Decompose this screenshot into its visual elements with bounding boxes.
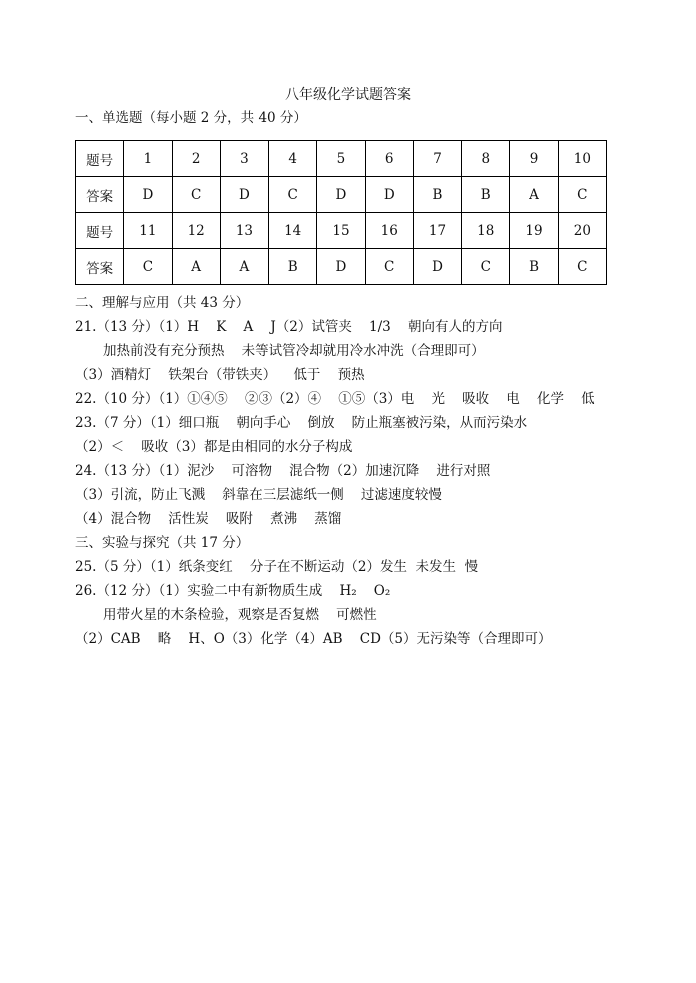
table-cell: 5 <box>317 141 365 177</box>
table-cell: 19 <box>510 213 558 249</box>
table-cell: 12 <box>172 213 220 249</box>
table-cell: 8 <box>462 141 510 177</box>
answer-line: 加热前没有充分预热 未等试管冷却就用冷水冲洗（合理即可） <box>103 343 485 359</box>
table-cell: D <box>317 177 365 213</box>
answer-line: 26.（12 分）（1）实验二中有新物质生成 H₂ O₂ <box>75 583 391 599</box>
table-cell: C <box>124 249 172 285</box>
table-row <box>76 213 607 249</box>
table-cell: 13 <box>220 213 268 249</box>
table-cell: 10 <box>558 141 606 177</box>
table-cell: D <box>413 249 461 285</box>
section-heading-single-choice: 一、单选题（每小题 2 分，共 40 分） <box>75 110 307 126</box>
table-cell: 2 <box>172 141 220 177</box>
table-cell: 11 <box>124 213 172 249</box>
table-cell: D <box>124 177 172 213</box>
table-cell: 3 <box>220 141 268 177</box>
table-cell: 7 <box>413 141 461 177</box>
table-cell: A <box>510 177 558 213</box>
table-cell: 1 <box>124 141 172 177</box>
table-cell: 20 <box>558 213 606 249</box>
table-cell: C <box>558 177 606 213</box>
table-cell: B <box>413 177 461 213</box>
table-cell: 17 <box>413 213 461 249</box>
row-header-cell: 题号 <box>76 213 124 249</box>
table-cell: C <box>365 249 413 285</box>
table-cell: 16 <box>365 213 413 249</box>
answer-line: （3）引流，防止飞溅 斜靠在三层滤纸一侧 过滤速度较慢 <box>75 487 442 503</box>
row-header-cell: 题号 <box>76 141 124 177</box>
answer-line: （2）CAB 略 H、O（3）化学（4）AB CD（5）无污染等（合理即可） <box>75 631 552 647</box>
answer-line: 25.（5 分）（1）纸条变红 分子在不断运动（2）发生 未发生 慢 <box>75 559 479 575</box>
table-cell: A <box>172 249 220 285</box>
table-cell: 9 <box>510 141 558 177</box>
answer-line: （4）混合物 活性炭 吸附 煮沸 蒸馏 <box>75 511 342 527</box>
table-row <box>76 249 607 285</box>
table-cell: 15 <box>317 213 365 249</box>
answer-line: 24.（13 分）（1）泥沙 可溶物 混合物（2）加速沉降 进行对照 <box>75 463 491 479</box>
table-cell: C <box>462 249 510 285</box>
answer-line: （2）＜ 吸收（3）都是由相同的水分子构成 <box>75 439 353 455</box>
table-cell: 4 <box>269 141 317 177</box>
row-header-cell: 答案 <box>76 249 124 285</box>
table-row <box>76 177 607 213</box>
table-cell: 18 <box>462 213 510 249</box>
row-header-cell: 答案 <box>76 177 124 213</box>
document-title: 八年级化学试题答案 <box>285 87 411 103</box>
table-cell: B <box>510 249 558 285</box>
answer-line: 22.（10 分）（1）①④⑤ ②③（2）④ ①⑤（3）电 光 吸收 电 化学 低 <box>75 391 595 407</box>
answer-line: 23.（7 分）（1）细口瓶 朝向手心 倒放 防止瓶塞被污染，从而污染水 <box>75 415 528 431</box>
table-cell: A <box>220 249 268 285</box>
table-cell: 6 <box>365 141 413 177</box>
section-heading-understanding: 二、理解与应用（共 43 分） <box>75 295 250 311</box>
table-cell: C <box>269 177 317 213</box>
table-cell: 14 <box>269 213 317 249</box>
table-row <box>76 141 607 177</box>
table-cell: B <box>269 249 317 285</box>
table-cell: C <box>172 177 220 213</box>
table-cell: D <box>317 249 365 285</box>
table-cell: D <box>365 177 413 213</box>
answer-line: 用带火星的木条检验，观察是否复燃 可燃性 <box>103 607 377 623</box>
table-cell: C <box>558 249 606 285</box>
table-cell: D <box>220 177 268 213</box>
answer-line: 21.（13 分）（1）H K A J（2）试管夹 1/3 朝向有人的方向 <box>75 319 503 335</box>
answer-table <box>75 140 607 285</box>
answer-line: （3）酒精灯 铁架台（带铁夹） 低于 预热 <box>75 367 365 383</box>
section-heading-experiment: 三、实验与探究（共 17 分） <box>75 535 250 551</box>
table-cell: B <box>462 177 510 213</box>
